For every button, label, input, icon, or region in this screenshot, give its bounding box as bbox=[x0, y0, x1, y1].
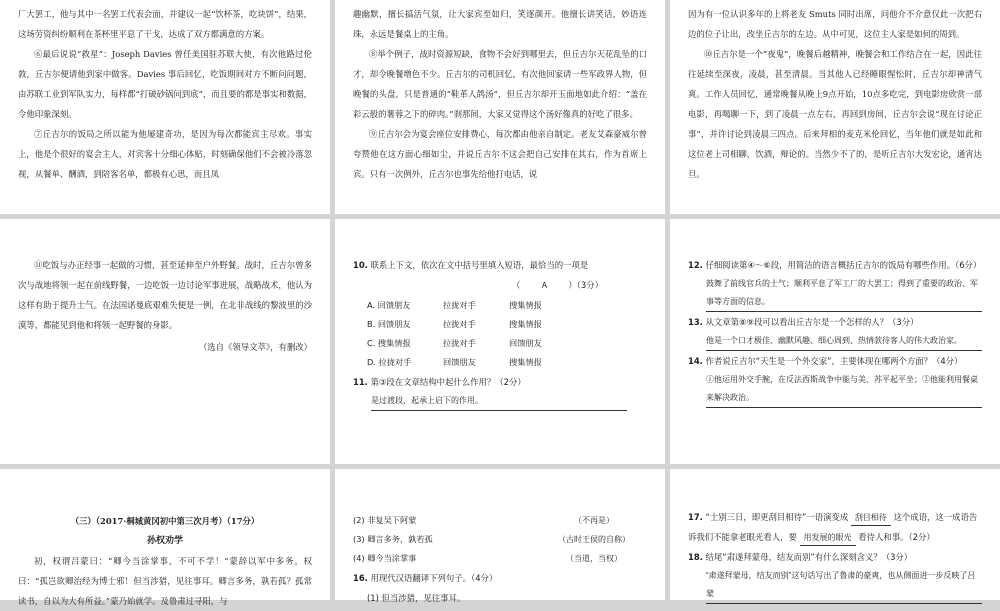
question-stem: 仔细阅读第④～⑥段，用简洁的语言概括丘吉尔的饭局有哪些作用。（6分） bbox=[705, 260, 982, 270]
question-14 bbox=[688, 351, 982, 371]
option-phrase: 回馈朋友 bbox=[509, 338, 542, 348]
option-row bbox=[367, 353, 647, 372]
word-gloss-row bbox=[353, 511, 639, 530]
page-panel-questions-17-18 bbox=[670, 469, 1000, 600]
option-phrase: 搜集情报 bbox=[509, 357, 542, 367]
question-number: 12. bbox=[688, 260, 703, 270]
word-gloss-row bbox=[353, 530, 639, 549]
question-text: 这个成语，这一成语告诉我们不能拿老眼光看人，要 bbox=[688, 512, 978, 542]
paragraph: ⑩丘吉尔是一个“夜鬼”，晚餐后越精神，晚餐会和工作结合在一起，因此往往延续至深夜，凌晨，甚至清晨。当其他人已经睡眼惺忪时，丘吉尔却神清气爽。工作人员回忆，通常晚餐从晚上9点开始，10点多吃完，到电影房欣赏一部电影，再喝聊一下，到了凌晨一点左右，再回到房间，丘吉尔会说“现在讨论正事”，并许讨论到凌晨三四点。后来拜相的麦克米伦回忆，当年他们就是如此和这位老上司相聊，饮酒，辩论的。当然少不了的，是听丘吉尔大发宏论，通宵达旦。 bbox=[688, 49, 982, 179]
option-row bbox=[367, 334, 647, 353]
question-number: 16. bbox=[353, 573, 368, 583]
word-gloss: （当道，当权） bbox=[565, 553, 623, 563]
option-phrase: 搜集情报 bbox=[509, 319, 542, 329]
option-phrase: 回馈朋友 bbox=[443, 357, 476, 367]
option-label: A. 回馈朋友 bbox=[367, 300, 411, 310]
paragraph: 因为有一位认识多年的上将老友 Smuts 同时出席，问他介不介意仅此一次把右边的位子让出，改坐丘吉尔的左边。从中可见，这位主人家是如何的周到。 bbox=[688, 9, 982, 39]
answer-blank: 刮目相待 bbox=[851, 511, 891, 526]
answer-choice: A bbox=[541, 281, 548, 290]
answer-line: 他是一个口才极佳、幽默风趣、细心周到、热情款待客人的伟大政治家。 bbox=[706, 332, 982, 351]
paragraph: 厂大罢工，他与其中一名罢工代表会面，并建议一起“饮杯茶，吃块饼”，结果，这场劳资纠纷顺利在茶杯里平息了干戈，达成了双方都满意的方案。 bbox=[18, 9, 312, 39]
option-label: C. 搜集情报 bbox=[367, 338, 411, 348]
question-stem: 作者说丘吉尔“天生是一个外交家”，主要体现在哪两个方面？（4分） bbox=[705, 356, 963, 366]
passage-title: 孙权劝学 bbox=[146, 536, 183, 546]
word-gloss: （不再是） bbox=[573, 515, 615, 525]
question-12 bbox=[688, 255, 982, 275]
question-number: 13. bbox=[688, 317, 703, 327]
page-panel-article-end bbox=[0, 219, 330, 464]
answer-line: “肃遂拜蒙母，结友而别”这句话写出了鲁肃的豪爽，也从侧面进一步反映了吕蒙 bbox=[706, 567, 982, 604]
paragraph: 初，权谓吕蒙曰：“卿今当涂掌事，不可不学！”蒙辞以军中多务。权曰：“孤岂欲卿治经为博士邪！但当涉猎，见往事耳。卿言多务，孰若孤？孤常读书，自以为大有所益。”蒙乃始就学。及鲁肃过寻阳，与 bbox=[18, 556, 312, 606]
answer-line: ①他运用外交手腕，在反法西斯战争中能与美、苏平起平坐；②他能利用餐桌来解决政治。 bbox=[706, 371, 982, 408]
page-panel-questions-12-14 bbox=[670, 219, 1000, 464]
question-17 bbox=[688, 507, 982, 547]
paragraph: ⑧举个例子，战时资源短缺，食物不会好到哪里去，但丘吉尔天花乱坠的口才，却令晚餐增色不少。丘吉尔的司机回忆，有次他回家请一些军政界人物，但晚餐的头盘，只是普通的“鞋革人鸽汤”，但丘吉尔却开玉面地如此介绍：“盖在彩云般的薯蓉之下的碎肉。”刹那间，大家又觉得这个汤好像真的好吃了很多。 bbox=[353, 49, 647, 119]
page-panel-article-part1 bbox=[0, 0, 330, 214]
word-item: (2) 非复吴下阿蒙 bbox=[353, 515, 417, 525]
question-text: “士别三日，即更刮目相待”一语演变成 bbox=[705, 512, 849, 522]
answer-line: 鼓舞了前线官兵的士气；顺利平息了军工厂的大罢工；得到了重要的政治、军事等方面的信息。 bbox=[706, 275, 982, 312]
page-panel-classical-text bbox=[0, 469, 330, 606]
question-number: 10. bbox=[353, 260, 368, 270]
question-11 bbox=[353, 372, 647, 392]
option-row bbox=[367, 296, 647, 315]
paragraph: ⑨丘吉尔会为宴会座位安排费心，每次都由他亲自制定。老友艾森豪威尔曾夸赞他在这方面心细如尘，并说丘吉尔不这会把自己安排在其右，作为首席上宾。只有一次例外，丘吉尔也事先给他打电话，说 bbox=[353, 129, 647, 179]
question-number: 14. bbox=[688, 356, 703, 366]
question-stem: 从文章第⑧⑨段可以看出丘吉尔是一个怎样的人？（3分） bbox=[705, 317, 919, 327]
answer-blank: 用发展的眼光 bbox=[800, 531, 856, 546]
word-gloss-row bbox=[353, 549, 639, 568]
word-item: (3) 卿言多务，孰若孤 bbox=[353, 534, 433, 544]
question-18 bbox=[688, 547, 982, 567]
question-16 bbox=[353, 568, 647, 588]
option-label: B. 回馈朋友 bbox=[367, 319, 411, 329]
answer-line: 是过渡段，起承上启下的作用。 bbox=[371, 392, 627, 411]
paragraph: ⑥最后说说“救星”：Joseph Davies 曾任美国驻苏联大使，有次他路过伦敦，丘吉尔便请他到家中做客。Davies 事后回忆，吃饭期间对方不断问问题，由苏联工业到军队实力，每样都“打破砂锅问到底”，而且要的都是事实和数据，令他印象深刻。 bbox=[18, 49, 312, 119]
page-panel-questions-15-16 bbox=[335, 469, 665, 603]
question-stem: 第③段在文章结构中起什么作用？（2分） bbox=[370, 377, 526, 387]
source-citation: （选自《领导文萃》，有删改） bbox=[198, 342, 312, 352]
section-heading: （三）（2017·桐城黄冈初中第三次月考）（17分） bbox=[70, 516, 260, 526]
option-phrase: 拉拢对手 bbox=[443, 300, 476, 310]
answer-row: （ A ）（3分） bbox=[353, 275, 647, 296]
page-panel-questions-10-11 bbox=[335, 219, 665, 464]
question-number: 11. bbox=[353, 377, 368, 387]
question-stem: 联系上下文，依次在文中括号里填入短语，最恰当的一项是 bbox=[370, 260, 589, 270]
paragraph: ⑪吃饭与办正经事一起做的习惯，甚至延伸至户外野餐。战时，丘吉尔曾多次与战地将领一起在前线野餐，一边吃饭一边讨论军事进展，战略战术，他认为这样有助于提升士气。在法国诺曼底艰难失便是一例，在北非战线的黎波里的沙漠等，都能见到他和将领一起野餐的身影。 bbox=[18, 260, 312, 330]
option-phrase: 拉拢对手 bbox=[443, 319, 476, 329]
sub-question: (1) 但当涉猎，见往事耳。 bbox=[367, 593, 466, 603]
word-item: (4) 卿今当涂掌事 bbox=[353, 553, 417, 563]
question-stem: 结尾“肃遂拜蒙母，结友而别”有什么深刻含义？（3分） bbox=[705, 552, 913, 562]
question-10 bbox=[353, 255, 647, 275]
page-panel-article-part2 bbox=[335, 0, 665, 214]
option-row bbox=[367, 315, 647, 334]
question-number: 18. bbox=[688, 552, 703, 562]
option-phrase: 搜集情报 bbox=[509, 300, 542, 310]
question-stem: 用现代汉语翻译下列句子。（4分） bbox=[370, 573, 498, 583]
page-panel-article-part3 bbox=[670, 0, 1000, 214]
option-label: D. 拉拢对手 bbox=[367, 357, 412, 367]
question-text: 看待人和事。（2分） bbox=[858, 532, 935, 542]
question-13 bbox=[688, 312, 982, 332]
question-number: 17. bbox=[688, 512, 703, 522]
option-phrase: 拉拢对手 bbox=[443, 338, 476, 348]
marks: （3分） bbox=[576, 280, 603, 290]
word-gloss: （古时王侯的自称） bbox=[557, 534, 631, 544]
paragraph: 趣幽默，擅长搞活气氛，让大家宾至如归，笑逐颜开。他擅长讲笑话，妙语连珠，永远是餐桌上的主角。 bbox=[353, 9, 647, 39]
paragraph: ⑦丘吉尔的饭局之所以能为他屡建奇功，是因为每次都能宾主尽欢。事实上，他是个很好的宴会主人，对宾客十分细心体贴，时刻确保他们不会被冷落忽视，从餐单、酬酒，到陪客名单，都极有心思，而且凤 bbox=[18, 129, 312, 179]
